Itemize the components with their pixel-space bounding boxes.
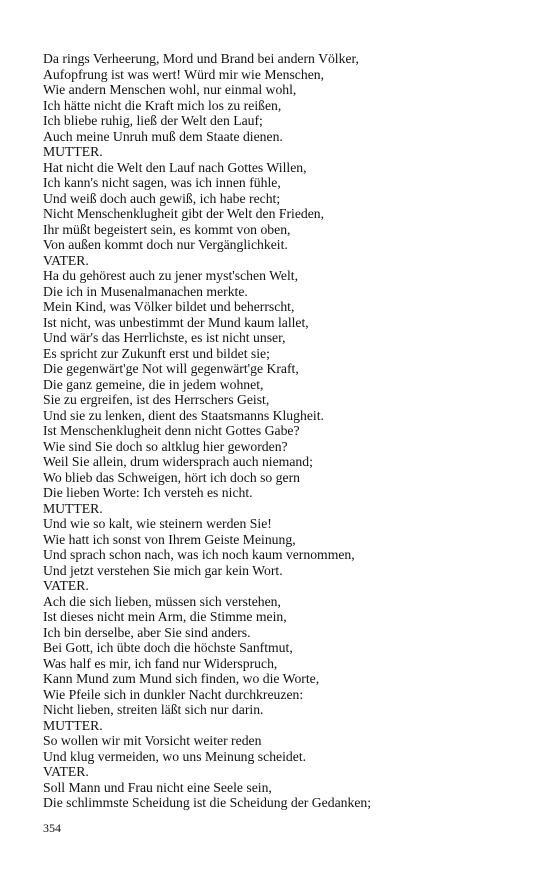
text-line: Soll Mann und Frau nicht eine Seele sein, xyxy=(43,779,272,795)
text-line: Ich bin derselbe, aber Sie sind anders. xyxy=(43,624,251,640)
text-line: Die schlimmste Scheidung ist die Scheidung der Gedanken; xyxy=(43,795,372,810)
speaker-label: MUTTER. xyxy=(43,500,103,516)
text-line: Wie sind Sie doch so altklug hier geworden? xyxy=(43,438,288,454)
text-line: Die ganz gemeine, die in jedem wohnet, xyxy=(43,376,264,392)
text-line: Und sprach schon nach, was ich noch kaum vernommen, xyxy=(43,547,355,562)
text-line: Und jetzt verstehen Sie mich gar kein Wort. xyxy=(43,562,283,578)
speaker-label: VATER. xyxy=(43,764,89,779)
text-line: Und weiß doch auch gewiß, ich habe recht; xyxy=(43,190,281,206)
speaker-label: MUTTER. xyxy=(43,717,103,733)
text-line: Und klug vermeiden, wo uns Meinung scheidet. xyxy=(43,748,307,764)
page-body-text xyxy=(43,51,523,811)
text-line: Ist dieses nicht mein Arm, die Stimme mein, xyxy=(43,609,287,624)
speaker-label: VATER. xyxy=(43,252,89,268)
text-line: Nicht Menschenklugheit gibt der Welt den Frieden, xyxy=(43,206,325,221)
text-line: Kann Mund zum Mund sich finden, wo die Worte, xyxy=(43,671,320,686)
text-line: Nicht lieben, streiten läßt sich nur darin. xyxy=(43,702,264,717)
text-line: Mein Kind, was Völker bildet und beherrscht, xyxy=(43,299,295,314)
text-line: Und wär's das Herrlichste, es ist nicht unser, xyxy=(43,330,286,345)
text-line: Aufopfrung ist was wert! Würd mir wie Menschen, xyxy=(43,66,325,82)
text-line: Ich kann's nicht sagen, was ich innen fühle, xyxy=(43,175,281,190)
speaker-label: VATER. xyxy=(43,578,89,593)
text-line: Es spricht zur Zukunft erst und bildet sie; xyxy=(43,345,270,361)
text-line: Die gegenwärt'ge Not will gegenwärt'ge Kraft, xyxy=(43,361,299,376)
text-line: Die ich in Musenalmanachen merkte. xyxy=(43,283,248,299)
text-line: Weil Sie allein, drum widersprach auch niemand; xyxy=(43,454,313,469)
text-line: Was half es mir, ich fand nur Widerspruch, xyxy=(43,655,278,671)
text-line: Ich hätte nicht die Kraft mich los zu reißen, xyxy=(43,97,282,113)
page-number: 354 xyxy=(43,821,61,835)
text-line: Wie Pfeile sich in dunkler Nacht durchkreuzen: xyxy=(43,686,304,702)
text-line: Wo blieb das Schweigen, hört ich doch so gern xyxy=(43,469,301,485)
text-line: Hat nicht die Welt den Lauf nach Gottes Willen, xyxy=(43,159,307,175)
text-line: Ach die sich lieben, müssen sich verstehen, xyxy=(43,593,281,609)
text-line: Wie andern Menschen wohl, nur einmal wohl, xyxy=(43,82,297,97)
text-line: Und sie zu lenken, dient des Staatsmanns Klugheit. xyxy=(43,407,324,423)
text-line: Ist Menschenklugheit denn nicht Gottes Gabe? xyxy=(43,423,300,438)
text-line: Da rings Verheerung, Mord und Brand bei andern Völker, xyxy=(43,51,359,66)
text-line: Ich bliebe ruhig, ließ der Welt den Lauf; xyxy=(43,113,263,128)
text-line: Ha du gehörest auch zu jener myst'schen Welt, xyxy=(43,268,299,283)
text-line: Ihr müßt begeistert sein, es kommt von oben, xyxy=(43,221,291,237)
text-line: Und wie so kalt, wie steinern werden Sie! xyxy=(43,516,272,531)
text-line: Die lieben Worte: Ich versteh es nicht. xyxy=(43,485,253,500)
text-line: Sie zu ergreifen, ist des Herrschers Geist, xyxy=(43,392,270,407)
text-line: Ist nicht, was unbestimmt der Mund kaum lallet, xyxy=(43,314,309,330)
text-line: Von außen kommt doch nur Vergänglichkeit. xyxy=(43,237,288,252)
text-line: So wollen wir mit Vorsicht weiter reden xyxy=(43,733,262,748)
text-line: Wie hatt ich sonst von Ihrem Geiste Meinung, xyxy=(43,531,296,547)
text-line: Auch meine Unruh muß dem Staate dienen. xyxy=(43,128,283,144)
speaker-label: MUTTER. xyxy=(43,144,103,159)
text-line: Bei Gott, ich übte doch die höchste Sanftmut, xyxy=(43,640,293,655)
